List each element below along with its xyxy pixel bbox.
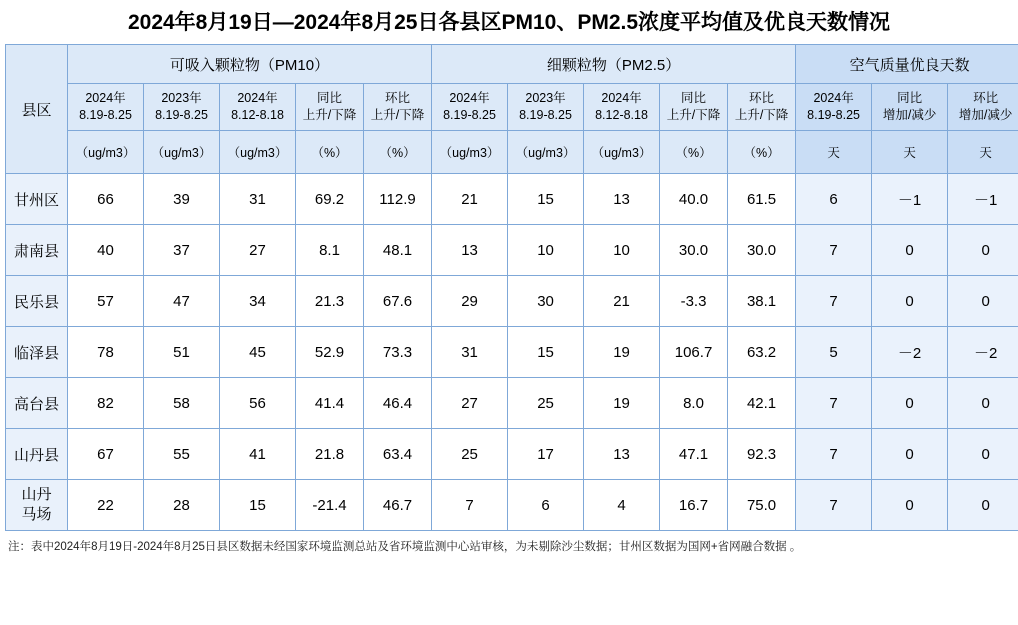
cell-pm25-2024: 27 xyxy=(432,378,508,429)
header-group-pm25: 细颗粒物（PM2.5） xyxy=(432,45,796,84)
cell-pm10-yoy: 69.2 xyxy=(296,174,364,225)
cell-pm10-2023: 37 xyxy=(144,225,220,276)
row-label-county: 民乐县 xyxy=(6,276,68,327)
cell-gooddays-mom: 0 xyxy=(948,480,1018,531)
subheader-line1: 环比 xyxy=(749,91,775,105)
pollution-data-table xyxy=(5,44,1018,531)
cell-pm10-mom: 73.3 xyxy=(364,327,432,378)
subheader-line2: 增加/减少 xyxy=(882,108,937,122)
subheader-line1: 环比 xyxy=(385,91,411,105)
subheader-pm25-2023 xyxy=(508,84,584,131)
cell-pm25-2023: 15 xyxy=(508,327,584,378)
subheader-line1: 2024年 xyxy=(449,91,490,105)
row-label-county: 山丹县 xyxy=(6,429,68,480)
cell-pm25-2024: 29 xyxy=(432,276,508,327)
cell-gooddays-2024: 7 xyxy=(796,429,872,480)
cell-gooddays-mom: 0 xyxy=(948,378,1018,429)
cell-pm10-yoy: 41.4 xyxy=(296,378,364,429)
cell-pm25-prev-week: 10 xyxy=(584,225,660,276)
cell-pm25-2024: 21 xyxy=(432,174,508,225)
cell-pm10-2024: 40 xyxy=(68,225,144,276)
subheader-pm10-mom xyxy=(364,84,432,131)
cell-pm25-mom: 61.5 xyxy=(728,174,796,225)
header-group-good-days: 空气质量优良天数 xyxy=(796,45,1018,84)
unit-pm25-mom: （%） xyxy=(728,131,796,174)
header-corner-county: 县区 xyxy=(6,45,68,174)
cell-pm25-2023: 15 xyxy=(508,174,584,225)
cell-pm25-prev-week: 19 xyxy=(584,327,660,378)
cell-pm10-2024: 57 xyxy=(68,276,144,327)
cell-pm25-yoy: 106.7 xyxy=(660,327,728,378)
unit-pm10-yoy: （%） xyxy=(296,131,364,174)
subheader-line1: 2024年 xyxy=(813,91,854,105)
subheader-line1: 同比 xyxy=(897,91,923,105)
cell-pm10-yoy: 52.9 xyxy=(296,327,364,378)
cell-pm25-prev-week: 13 xyxy=(584,429,660,480)
unit-gooddays-yoy: 天 xyxy=(872,131,948,174)
cell-pm10-2024: 82 xyxy=(68,378,144,429)
unit-pm25-2024: （ug/m3） xyxy=(432,131,508,174)
cell-pm25-yoy: 40.0 xyxy=(660,174,728,225)
unit-gooddays-2024: 天 xyxy=(796,131,872,174)
cell-gooddays-mom: 0 xyxy=(948,225,1018,276)
cell-gooddays-2024: 7 xyxy=(796,225,872,276)
cell-pm10-mom: 67.6 xyxy=(364,276,432,327)
cell-pm10-prev-week: 34 xyxy=(220,276,296,327)
cell-pm10-2023: 39 xyxy=(144,174,220,225)
subheader-pm10-prev-week xyxy=(220,84,296,131)
subheader-line2: 上升/下降 xyxy=(302,108,357,122)
subheader-pm25-2024 xyxy=(432,84,508,131)
cell-pm10-2024: 22 xyxy=(68,480,144,531)
subheader-pm25-mom xyxy=(728,84,796,131)
row-label-county: 高台县 xyxy=(6,378,68,429)
table-row xyxy=(6,480,1018,531)
cell-pm10-mom: 112.9 xyxy=(364,174,432,225)
row-label-county xyxy=(6,480,68,531)
cell-pm10-yoy: 8.1 xyxy=(296,225,364,276)
table-header-subheaders xyxy=(6,84,1018,131)
cell-pm25-2023: 6 xyxy=(508,480,584,531)
cell-pm25-mom: 38.1 xyxy=(728,276,796,327)
cell-pm10-2023: 58 xyxy=(144,378,220,429)
cell-pm10-2024: 67 xyxy=(68,429,144,480)
cell-gooddays-2024: 7 xyxy=(796,378,872,429)
cell-pm10-2023: 28 xyxy=(144,480,220,531)
cell-pm25-mom: 92.3 xyxy=(728,429,796,480)
cell-pm25-2024: 31 xyxy=(432,327,508,378)
subheader-gooddays-2024 xyxy=(796,84,872,131)
cell-pm25-yoy: 47.1 xyxy=(660,429,728,480)
cell-pm10-prev-week: 27 xyxy=(220,225,296,276)
subheader-line2: 8.19-8.25 xyxy=(443,108,496,122)
subheader-gooddays-yoy xyxy=(872,84,948,131)
header-group-pm10: 可吸入颗粒物（PM10） xyxy=(68,45,432,84)
cell-pm25-2024: 7 xyxy=(432,480,508,531)
table-header-units xyxy=(6,131,1018,174)
table-row xyxy=(6,378,1018,429)
cell-pm10-prev-week: 45 xyxy=(220,327,296,378)
cell-pm25-mom: 30.0 xyxy=(728,225,796,276)
cell-pm10-mom: 63.4 xyxy=(364,429,432,480)
cell-pm10-yoy: 21.3 xyxy=(296,276,364,327)
cell-pm25-prev-week: 21 xyxy=(584,276,660,327)
cell-pm25-2023: 30 xyxy=(508,276,584,327)
table-row xyxy=(6,429,1018,480)
cell-pm25-mom: 63.2 xyxy=(728,327,796,378)
subheader-line2: 上升/下降 xyxy=(666,108,721,122)
cell-pm10-2023: 55 xyxy=(144,429,220,480)
unit-gooddays-mom: 天 xyxy=(948,131,1018,174)
cell-gooddays-yoy: －2 xyxy=(872,327,948,378)
cell-gooddays-yoy: 0 xyxy=(872,225,948,276)
subheader-gooddays-mom xyxy=(948,84,1018,131)
cell-pm25-yoy: 8.0 xyxy=(660,378,728,429)
cell-gooddays-2024: 6 xyxy=(796,174,872,225)
subheader-pm10-2023 xyxy=(144,84,220,131)
cell-gooddays-mom: －1 xyxy=(948,174,1018,225)
cell-pm10-prev-week: 15 xyxy=(220,480,296,531)
row-label-county: 临泽县 xyxy=(6,327,68,378)
subheader-pm10-yoy xyxy=(296,84,364,131)
table-footnote: 注：表中2024年8月19日-2024年8月25日县区数据未经国家环境监测总站及省环境监测中心站审核，为未剔除沙尘数据；甘州区数据为国网+省网融合数据 。 xyxy=(8,541,802,553)
subheader-line1: 2024年 xyxy=(601,91,642,105)
cell-pm25-2023: 25 xyxy=(508,378,584,429)
cell-pm25-2024: 13 xyxy=(432,225,508,276)
row-label-line1: 山丹 xyxy=(21,486,52,503)
cell-pm25-yoy: 16.7 xyxy=(660,480,728,531)
cell-pm25-prev-week: 13 xyxy=(584,174,660,225)
subheader-line1: 2023年 xyxy=(525,91,566,105)
table-header-groups xyxy=(6,45,1018,84)
unit-pm10-2024: （ug/m3） xyxy=(68,131,144,174)
cell-gooddays-yoy: 0 xyxy=(872,429,948,480)
cell-gooddays-2024: 7 xyxy=(796,276,872,327)
cell-pm25-mom: 42.1 xyxy=(728,378,796,429)
table-row xyxy=(6,276,1018,327)
subheader-line1: 2023年 xyxy=(161,91,202,105)
table-row xyxy=(6,327,1018,378)
row-label-line2: 马场 xyxy=(21,506,52,523)
cell-gooddays-yoy: －1 xyxy=(872,174,948,225)
subheader-line2: 8.19-8.25 xyxy=(519,108,572,122)
cell-gooddays-2024: 5 xyxy=(796,327,872,378)
cell-pm25-2023: 17 xyxy=(508,429,584,480)
unit-pm25-2023: （ug/m3） xyxy=(508,131,584,174)
subheader-line1: 环比 xyxy=(973,91,999,105)
cell-pm25-yoy: -3.3 xyxy=(660,276,728,327)
cell-pm10-2023: 47 xyxy=(144,276,220,327)
subheader-line2: 8.12-8.18 xyxy=(231,108,284,122)
cell-pm10-mom: 48.1 xyxy=(364,225,432,276)
subheader-pm10-2024 xyxy=(68,84,144,131)
cell-pm25-prev-week: 4 xyxy=(584,480,660,531)
cell-pm10-mom: 46.7 xyxy=(364,480,432,531)
cell-gooddays-mom: 0 xyxy=(948,429,1018,480)
subheader-line1: 同比 xyxy=(681,91,707,105)
cell-gooddays-mom: －2 xyxy=(948,327,1018,378)
row-label-county: 甘州区 xyxy=(6,174,68,225)
cell-pm25-2024: 25 xyxy=(432,429,508,480)
unit-pm25-yoy: （%） xyxy=(660,131,728,174)
subheader-line2: 8.19-8.25 xyxy=(79,108,132,122)
cell-gooddays-mom: 0 xyxy=(948,276,1018,327)
subheader-line1: 2024年 xyxy=(85,91,126,105)
table-row xyxy=(6,174,1018,225)
cell-pm10-prev-week: 31 xyxy=(220,174,296,225)
unit-pm25-prev-week: （ug/m3） xyxy=(584,131,660,174)
unit-pm10-prev-week: （ug/m3） xyxy=(220,131,296,174)
cell-pm10-yoy: -21.4 xyxy=(296,480,364,531)
cell-pm10-2024: 66 xyxy=(68,174,144,225)
unit-pm10-2023: （ug/m3） xyxy=(144,131,220,174)
cell-gooddays-yoy: 0 xyxy=(872,378,948,429)
cell-pm10-prev-week: 56 xyxy=(220,378,296,429)
unit-pm10-mom: （%） xyxy=(364,131,432,174)
subheader-line1: 2024年 xyxy=(237,91,278,105)
subheader-line2: 增加/减少 xyxy=(958,108,1013,122)
subheader-line2: 8.12-8.18 xyxy=(595,108,648,122)
subheader-line1: 同比 xyxy=(316,91,342,105)
cell-pm10-2024: 78 xyxy=(68,327,144,378)
subheader-line2: 8.19-8.25 xyxy=(807,108,860,122)
subheader-line2: 上升/下降 xyxy=(370,108,425,122)
page-title: 2024年8月19日—2024年8月25日各县区PM10、PM2.5浓度平均值及优良天数情况 xyxy=(127,11,891,34)
row-label-county: 肃南县 xyxy=(6,225,68,276)
cell-pm25-mom: 75.0 xyxy=(728,480,796,531)
cell-pm10-yoy: 21.8 xyxy=(296,429,364,480)
cell-pm25-prev-week: 19 xyxy=(584,378,660,429)
subheader-pm25-prev-week xyxy=(584,84,660,131)
cell-pm25-2023: 10 xyxy=(508,225,584,276)
cell-pm25-yoy: 30.0 xyxy=(660,225,728,276)
cell-gooddays-yoy: 0 xyxy=(872,480,948,531)
subheader-line2: 上升/下降 xyxy=(734,108,789,122)
cell-gooddays-yoy: 0 xyxy=(872,276,948,327)
cell-gooddays-2024: 7 xyxy=(796,480,872,531)
cell-pm10-2023: 51 xyxy=(144,327,220,378)
subheader-line2: 8.19-8.25 xyxy=(155,108,208,122)
subheader-pm25-yoy xyxy=(660,84,728,131)
cell-pm10-mom: 46.4 xyxy=(364,378,432,429)
cell-pm10-prev-week: 41 xyxy=(220,429,296,480)
table-row xyxy=(6,225,1018,276)
